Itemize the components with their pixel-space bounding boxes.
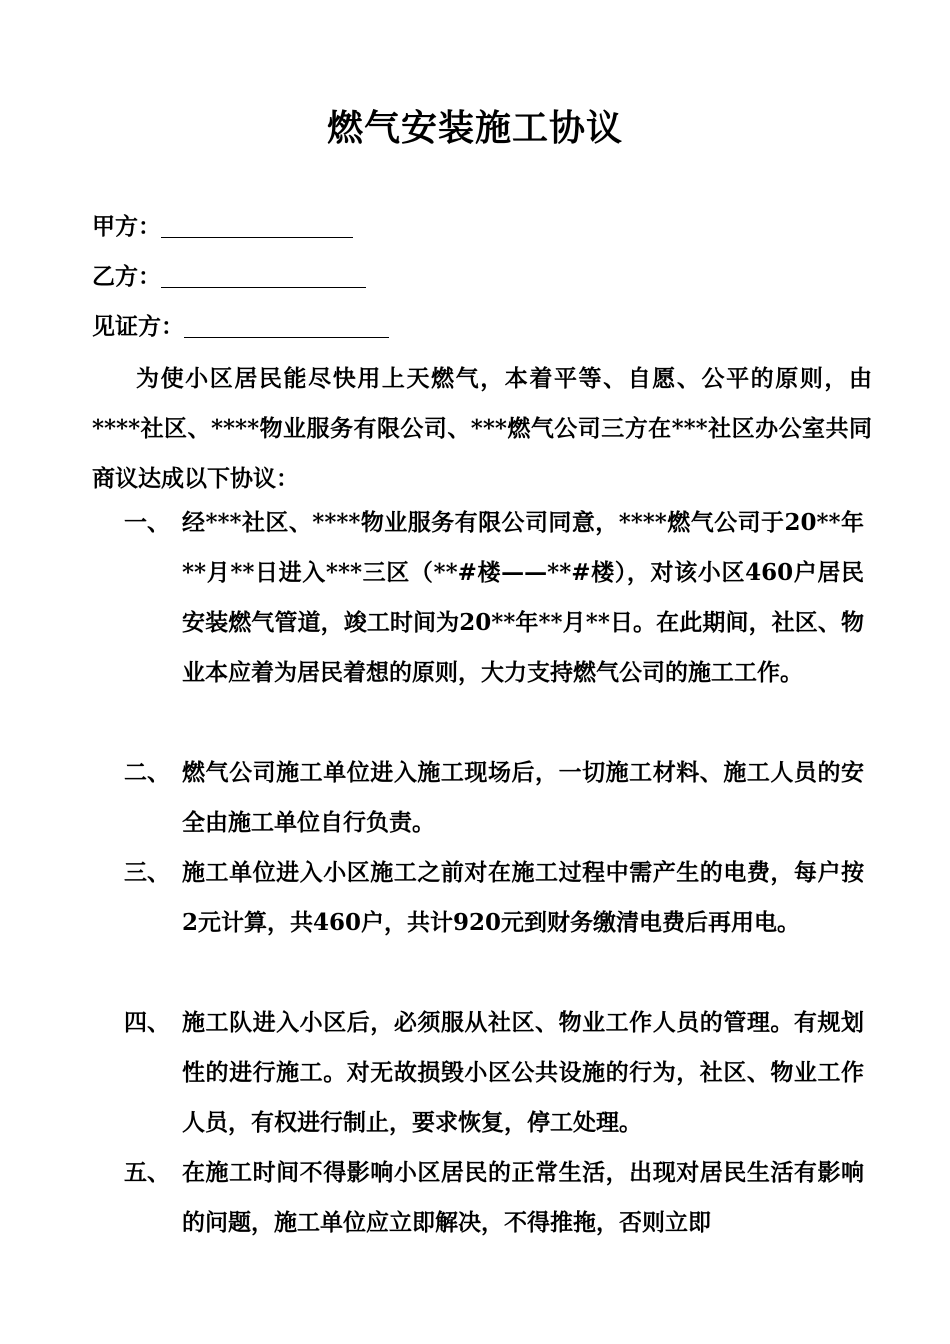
party-a-blank — [161, 211, 353, 238]
clause-3-text: 施工单位进入小区施工之前对在施工过程中需产生的电费，每户按2元计算，共460户，共计920元到财务缴清电费后再用电。 — [182, 859, 864, 936]
clause-1-number: 一、 — [124, 509, 170, 536]
clause-1-text: 经***社区、****物业服务有限公司同意，****燃气公司于20**年**月**日进入***三区（**#楼——**#楼），对该小区460户居民安装燃气管道，竣工时间为20**年**月**日。在此期间，社区、物业本应着为居民着想的原则，大力支持燃气公司的施工工作。 — [182, 509, 864, 686]
witness-line — [92, 307, 389, 347]
party-a-label: 甲方： — [92, 213, 161, 240]
party-b-line — [92, 257, 366, 297]
intro-paragraph: 为使小区居民能尽快用上天燃气，本着平等、自愿、公平的原则，由****社区、****物业服务有限公司、***燃气公司三方在***社区办公室共同商议达成以下协议： — [92, 365, 872, 492]
clause-2-number: 二、 — [124, 759, 170, 786]
clause-1 — [124, 498, 864, 698]
clause-3 — [124, 848, 864, 948]
clause-5 — [124, 1148, 864, 1248]
document-title: 燃气安装施工协议 — [326, 107, 623, 149]
witness-label: 见证方： — [92, 313, 184, 340]
clause-2-text: 燃气公司施工单位进入施工现场后，一切施工材料、施工人员的安全由施工单位自行负责。 — [182, 759, 864, 836]
clause-4 — [124, 998, 864, 1148]
clause-3-number: 三、 — [124, 859, 170, 886]
witness-blank — [184, 311, 389, 338]
party-b-label: 乙方： — [92, 263, 161, 290]
clause-2 — [124, 748, 864, 848]
clause-4-number: 四、 — [124, 1009, 170, 1036]
clause-4-text: 施工队进入小区后，必须服从社区、物业工作人员的管理。有规划性的进行施工。对无故损毁小区公共设施的行为，社区、物业工作人员，有权进行制止，要求恢复，停工处理。 — [182, 1009, 864, 1136]
clause-5-number: 五、 — [124, 1159, 170, 1186]
party-b-blank — [161, 261, 366, 288]
party-a-line — [92, 207, 353, 247]
clause-5-text: 在施工时间不得影响小区居民的正常生活，出现对居民生活有影响的问题，施工单位应立即解决，不得推拖，否则立即 — [182, 1159, 864, 1236]
